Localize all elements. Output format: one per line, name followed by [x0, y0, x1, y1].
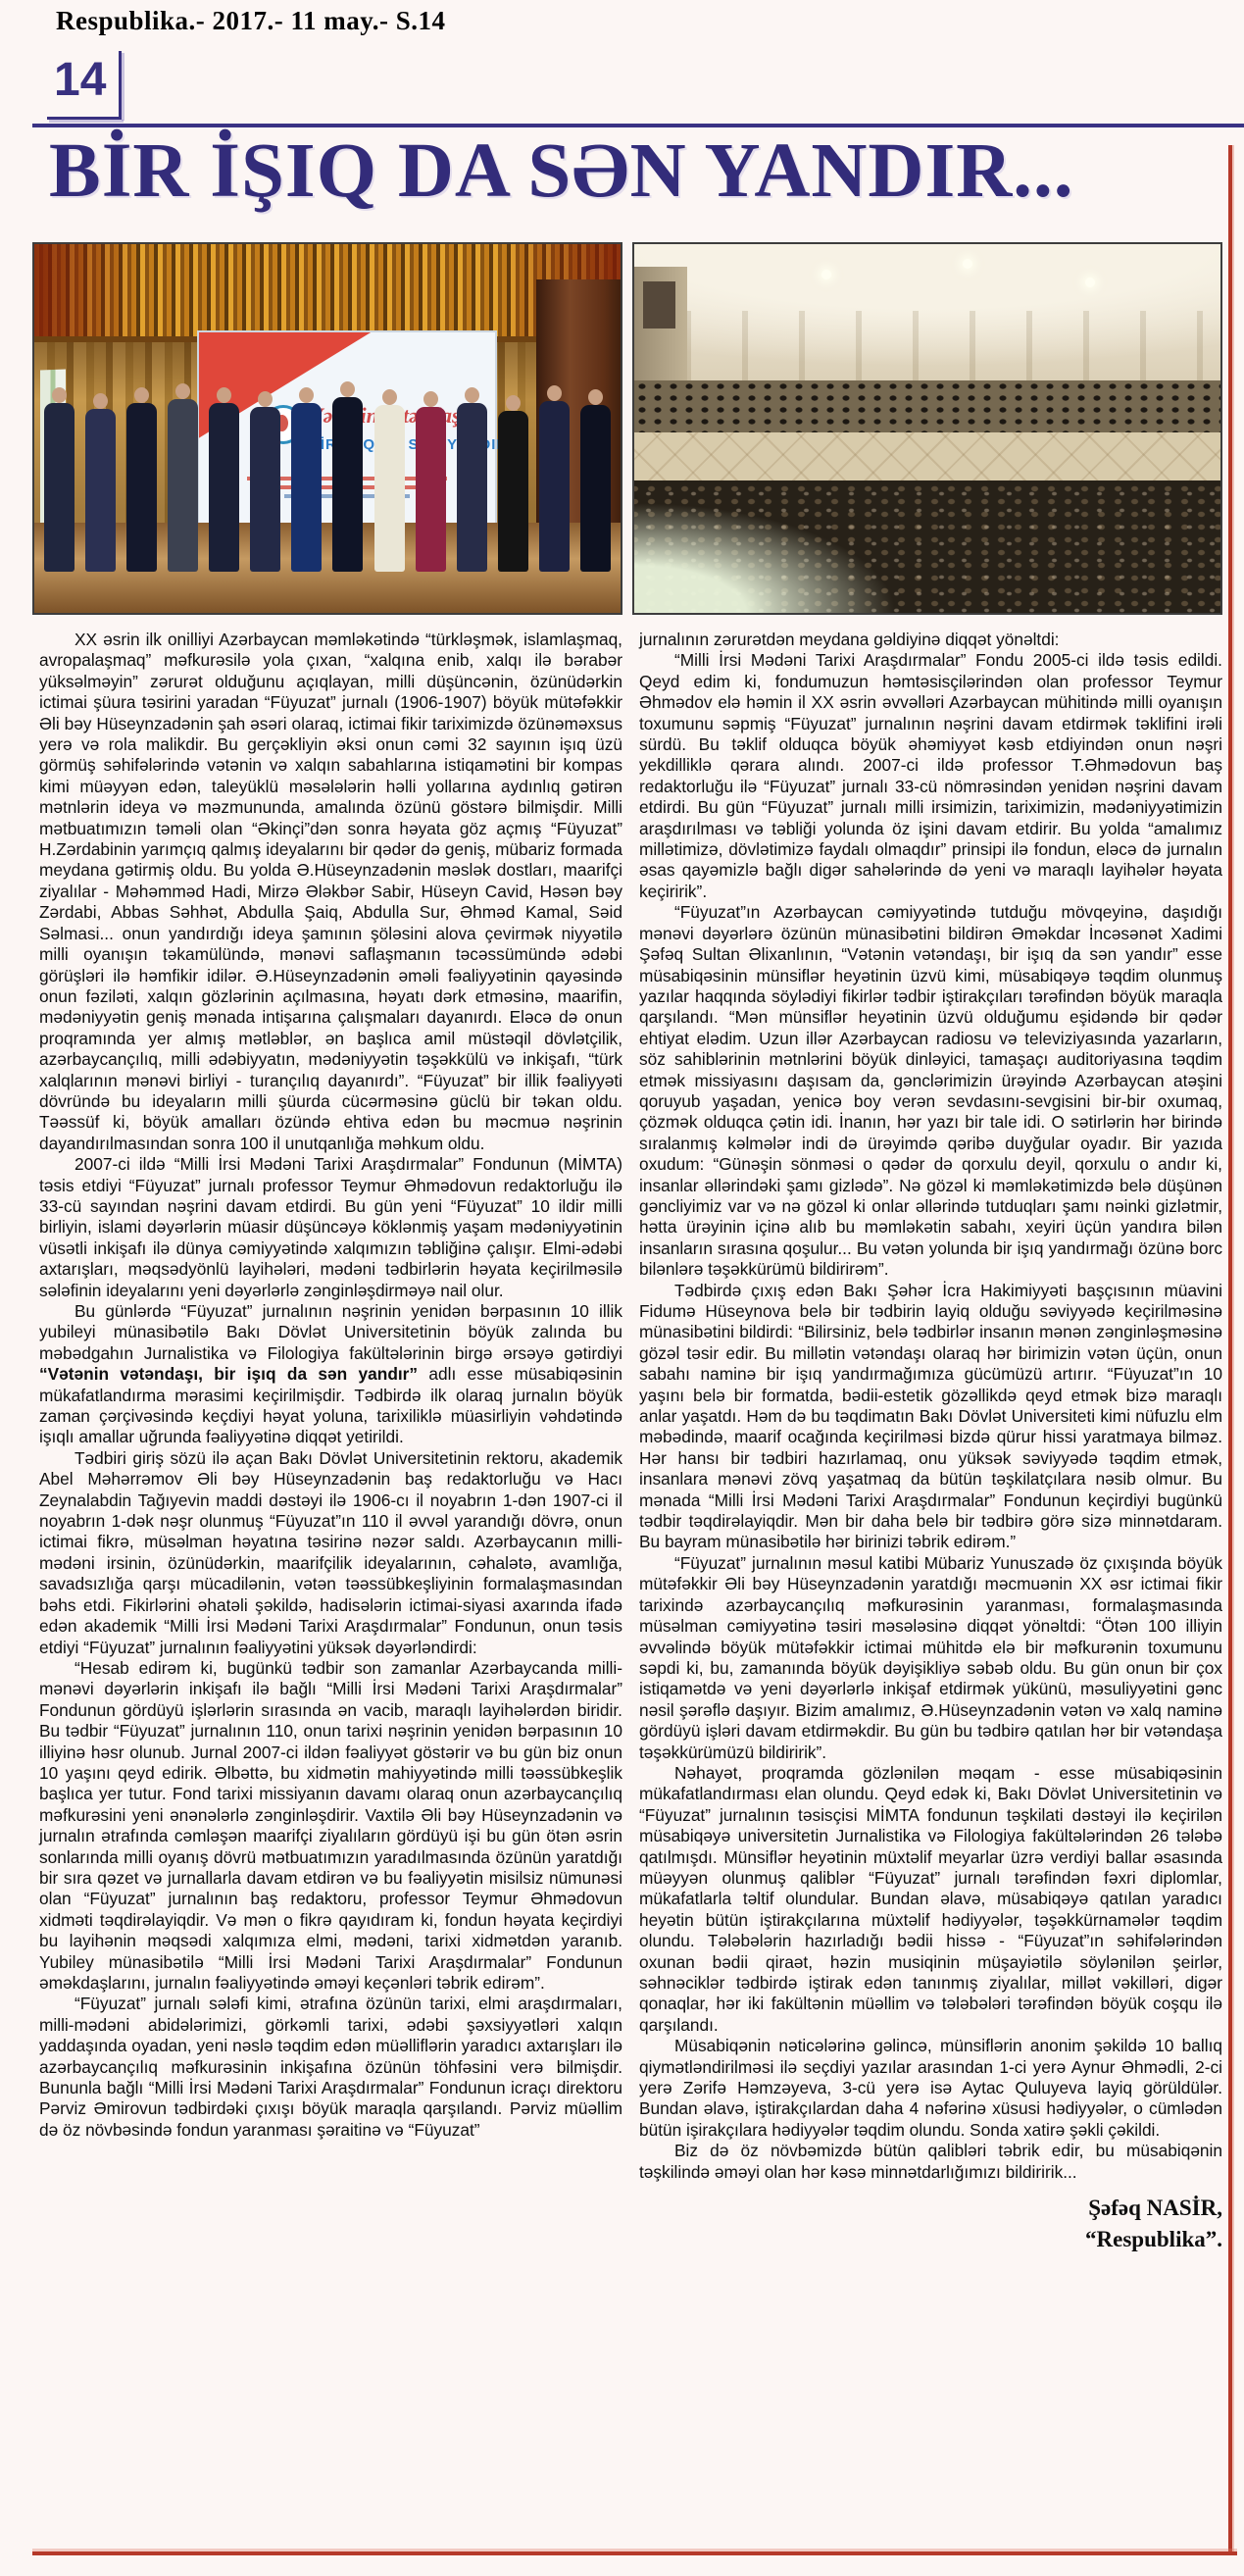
- text-run: “Hesab edirəm ki, bugünkü tədbir son zamanlar Azərbaycanda milli-mənəvi dəyərlərin inkişafı ilə bağlı “Milli İrsi Mədəni Tarixi Araşdırmalar” Fondunun gördüyü işlərlərin sırasında ən vacib, maraqlı layihələrdən biridir. Bu tədbir “Füyuzat” jurnalının 110, onun tarixi nəşrinin yenidən bərpasının 10 illiyinə həsr olunub. Jurnal 2007-ci ildən fəaliyyət göstərir və bu gün biz onun 10 yaşını qeyd edirik. Əlbəttə, bu xidmətin mahiyyətində milli təəssübkeşlik başlıca yer tutur. Fond tarixi missiyanın davamı olaraq onun azərbaycançılıq məfkurəsini yeni ənənələrlə zənginləşdirir. Vaxtilə Əli bəy Hüseynzadənin və jurnalın ətrafında cəmləşən maarifçi ziyalıların gördüyü işi bu gün ötən əsrin sonlarında milli oyanış dövrü mətbuatımızın yaradılmasında özünün yaratdığı bir sıra qəzet və jurnallarla davam etdirən və bu fəaliyyətin misilsiz nümunəsi olan “Füyuzat” jurnalının baş redaktoru, professor Teymur Əhmədovun xidməti təqdirəlayiqdir. Və mən o fikrə qayıdıram ki, fondun həyata keçirdiyi bu layihənin məqsədi xalqımıza elmi, mədəni, tarixi xidmətdən yaranıb. Yubiley münasibətilə “Milli İrsi Mədəni Tarixi Araşdırmalar” Fondunun əməkdaşlarını, jurnalın fəaliyyətində əməyi keçənləri təbrik edirəm”.: [39, 1657, 622, 1993]
- paragraph: [39, 1154, 622, 1301]
- balcony-audience: [634, 380, 1220, 440]
- signature-author: Şəfəq NASİR,: [1088, 2196, 1222, 2221]
- text-run: Tədbirdə çıxış edən Bakı Şəhər İcra Hakimiyyəti başçısının müavini Fidumə Hüseynova belə bir tədbirin layiq olduğu səviyyədə keçirilməsinə münasibətini bildirdi: “Bilirsiniz, belə tədbirlər insanın mənən zənginləşməsinə gözəl təsir edir. Bu millətin vətəndaşı olaraq hər birimizin vətən üçün, onun sabahı naminə bir işıq yandırmağımıza gücümüzü artırır. “Füyuzat”ın 10 yaşını belə bir formatda, bədii-estetik gözəllikdə qeyd etmək bizə maraqlı anlar yaşatdı. Həm də bu təqdimatın Bakı Dövlət Universiteti kimi nüfuzlu elm məbədində, maarif ocağında keçirilməsi bizdə qürur hissi yaratmaya bilməz. Hər hansı bir tədbiri hazırlamaq, onu yüksək səviyyədə təqdim etmək, insanlara mənəvi zövq yaşatmaq da bütün təşkilatçılara nəsib olmur. Bu mənada “Milli İrsi Mədəni Tarixi Araşdırmalar” Fondunun keçirdiyi bugünkü tədbir təqdirəlayiqdir. Mən bir daha belə bir tədbirə görə sizə minnətdaram. Bu bayram münasibətilə hər birinizi təbrik edirəm.”: [639, 1280, 1222, 1552]
- paragraph: [39, 630, 622, 1154]
- right-border-rule: [1228, 145, 1232, 2555]
- paragraph: [639, 1553, 1222, 1763]
- paragraph: [39, 1301, 622, 1448]
- person-silhouette: [85, 409, 116, 572]
- signature-block: [639, 2193, 1222, 2255]
- page-number-corner-vline: [119, 51, 122, 119]
- text-run: Biz də öz növbəmizdə bütün qalibləri təbrik edir, bu müsabiqənin təşkilində əməyi olan hər kəsə minnətdarlığımızı bildiririk...: [639, 2141, 1222, 2182]
- paragraph: [639, 902, 1222, 1280]
- photo-row: [32, 242, 1222, 615]
- person-silhouette: [416, 407, 446, 572]
- person-silhouette: [168, 399, 198, 572]
- person-silhouette: [332, 397, 363, 572]
- person-silhouette: [126, 403, 157, 572]
- paragraph: [39, 1658, 622, 1995]
- paragraph: [639, 2036, 1222, 2141]
- page-number-corner-hline: [47, 117, 122, 120]
- article-body: [39, 630, 1222, 2255]
- paragraph: [39, 1994, 622, 2141]
- text-run: Tədbiri giriş sözü ilə açan Bakı Dövlət Universitetinin rektoru, akademik Abel Məhərrəmov Əli bəy Hüseynzadənin baş redaktorluğu və Hacı Zeynalabdin Tağıyevin maddi dəstəyi ilə 1906-cı il noyabrın 1-dən 1907-ci il noyabrın 1-dək nəşr olunmuş “Füyuzat”ın 110 il əvvəl yarandığı dövrə, onun ictimai fikrə, müsəlman həyatına təsirinə nəzər saldı. Azərbaycanın milli-mədəni irsinin, özünüdərkin, maarifçilik ideyalarının, cəhalətə, avamlığa, savadsızlığa qarşı mücadilənin, vətən təəssübkeşliyinin formalaşmasından bəhs etdi. Fikirlərini əhatəli şəkildə, hadisələrin ictimai-siyasi axarında ifadə edən akademik “Milli İrsi Mədəni Tarixi Araşdırmalar” Fondunun, onun təsis etdiyi “Füyuzat” jurnalının fəaliyyətini yüksək dəyərləndirdi:: [39, 1447, 622, 1657]
- stage-group-photo: [32, 242, 622, 615]
- banner-title-line: BİR: [309, 436, 337, 453]
- dateline: Respublika.- 2017.- 11 may.- S.14: [56, 6, 446, 35]
- paragraph: [639, 650, 1222, 902]
- bold-phrase: “Vətənin vətəndaşı, bir işıq da sən yandır”: [39, 1364, 419, 1385]
- signature-source: “Respublika”.: [1085, 2227, 1222, 2252]
- article-column-right: [639, 630, 1222, 2255]
- curtain-valance: [34, 244, 621, 342]
- text-run: 2007-ci ildə “Milli İrsi Mədəni Tarixi Araşdırmalar” Fondunun (MİMTA) təsis etdiyi “Füyuzat” jurnalı professor Teymur Əhmədovun redaktorluğu ilə 33-cü sayından nəşrini davam etdirdi. Bu gün yeni “Füyuzat” 10 ildir milli birliyin, islami dəyərlərin müasir düşüncəyə köklənmiş yaşam mədəniyyətinin vüsətli inkişafı ilə dünya cəmiyyətində xalqımızın təbliğinə çalışır. Elmi-ədəbi axtarışları, məqsədyönlü layihələri, mədəni tədbirlərin həyata keçirilməsilə sələfinin ideyalarını yeni dəyərlərlə zənginləşdirməyə nail olur.: [39, 1154, 622, 1300]
- control-booth-window: [643, 281, 675, 329]
- text-run: XX əsrin ilk onilliyi Azərbaycan məmləkətində “türkləşmək, islamlaşmaq, avropalaşmaq” məfkurəsilə yola çıxan, “xalqına enib, xalqı ilə bərabər yüksəlməyin” zərurət olduğunu açıqlayan, milli düşüncənin, özünüdərkin ictimai şüura təsirini yaradan “Füyuzat” jurnalı (1906-1907) böyük mütəfəkkir Əli bəy Hüseynzadənin şah əsəri olaraq, ictimai fikir tariximizdə özünəməxsus yerə və rola malikdir. Bu gerçəkliyin əksi onun cəmi 32 sayının işıq üzü görmüş səhifələrində vətənin və xalqın sabahlarına istiqamətini bir kompas kimi müəyyən edən, taleyüklü məsələlərin həlli yollarına aydınlıq gətirən mətnlərin ideya və məzmununda, amalında özünü göstərə bilmişdir. Milli mətbuatımızın təməli olan “Əkinçi”dən sonra həyata göz açmış “Füyuzat” H.Zərdabinin yarımçıq qalmış ideyalarını bir qədər də geniş, mübariz formada meydana gətirmiş oldu. Bu yolda Ə.Hüseynzadənin məslək dostları, maarifçi ziyalılar - Məhəmməd Hadi, Mirzə Ələkbər Sabir, Hüseyn Cavid, Həsən bəy Zərdabi, Abbas Səhhət, Abdulla Şaiq, Abdulla Sur, Əhməd Kamal, Səid Səlmasi... onun yandırdığı ideya şamının şöləsini alova çevirmək niyyətilə milli oyanışın təkamülündə, mənəvi saflaşmanın təcəssümündə ədəbi görüşləri ilə həmfikir idilər. Ə.Hüseynzadənin əməli fəaliyyətinin qayəsində onun fəziləti, xalqın gözlərinin açılmasına, həyatı dərk etməsinə, maarifin, mədəniyyətin geniş mənada intişarına çalışmaları dayanırdı. Eləcə də onun proqramında yer almış mətləblər, ən başlıca amil müstəqil dövlətçilik, azərbaycançılıq, milli ədəbiyyatın, mədəniyyətin təşəkkülü və inkişafı, “türk xalqlarının mənəvi birliyi - turançılıq dayanırdı”. “Füyuzat” bir illik fəaliyyəti dövründə bu ideyaların milli şüurda cücərməsinə güclü bir təkan oldu. Təəssüf ki, böyük amalları özündə ehtiva edən bu məcmuə nəşrinin dayandırılmasından sonra 100 il unutqanlığa məhkum oldu.: [39, 630, 622, 1153]
- text-run: “Milli İrsi Mədəni Tarixi Araşdırmalar” Fondu 2005-ci ildə təsis edildi. Qeyd edim ki, fondumuzun həmtəsisçilərindən olan professor Teymur Əhmədov elə həmin il XX əsrin əvvəlləri Azərbaycan mühitində milli oyanışın toxumunu səpmiş “Füyuzat” jurnalının nəşrini davam etdirmək təklifini irəli sürdü. Bu təklif olduqca böyük əhəmiyyət kəsb etdiyindən onun nəşri yekdilliklə qərara alındı. 2007-ci ildə professor T.Əhmədovun baş redaktorluğu ilə “Füyuzat” jurnalı 33-cü nömrəsindən yenidən nəşrini davam etdirdi. Bu gün “Füyuzat” jurnalı milli irsimizin, tariximizin, mədəniyyətimizin araşdırılması və təbliği yolunda öz işini davam etdirir. Bu yolda “amalımız millətimizə, dövlətimizə faydalı olmaqdır” prinsipi ilə fondun, eləcə də jurnalın əsas qayəmizlə bağlı digər sahələrində də yeni və maraqlı layihələr həyata keçiririk”.: [639, 650, 1222, 901]
- group-of-people: [44, 383, 611, 572]
- paragraph: [639, 2141, 1222, 2183]
- text-run: Müsabiqənin nəticələrinə gəlincə, münsiflərin anonim şəkildə 10 ballıq qiymətləndirilməsi ilə seçdiyi yazılar arasından 1-ci yerə Aynur Əhmədli, 2-ci yerə Zərifə Həmzəyeva, 3-cü yerə isə Aytac Quluyeva layiq görüldülər. Bundan əlavə, iştirakçılardan daha 4 nəfərinə xüsusi hədiyyələr, o cümlədən bütün işirakçılara hədiyyələr təqdim olundu. Sonda xatirə şəkli çəkildi.: [639, 2036, 1222, 2140]
- stage-light-glow: [634, 502, 898, 613]
- text-run: Bu günlərdə “Füyuzat” jurnalının nəşrinin yenidən bərpasının 10 illik yubileyi münasibətilə Bakı Dövlət Universitetinin böyük zalında bu məbədgahın Jurnalistika və Filologiya fakültələrinin birgə ərsəyə gətirdiyi: [39, 1301, 622, 1363]
- bottom-border-rule: [32, 2551, 1237, 2555]
- text-run: jurnalının zərurətdən meydana gəldiyinə diqqət yönəltdi:: [639, 630, 1060, 649]
- paragraph: [639, 1763, 1222, 2036]
- text-run: “Füyuzat” jurnalının məsul katibi Mübariz Yunuszadə öz çıxışında böyük mütəfəkkir Əli bəy Hüseynzadənin yaratdığı məcmuənin XX əsr ictimai fikir tarixində azərbaycançılıq məfkurəsinin yaranması, formalaşmasında müsəlman cəmiyyətinə təsiri məsələsinə diqqət yönəltdi: “Ötən 100 illiyin əvvəlində böyük mütəfəkkir ictimai mühitdə elə bir məfkurənin toxumunu səpdi ki, bu, zamanında böyük dəyişikliyə səbəb oldu. Bu gün onun bir çox istiqamətdə və yeni dəyərlərlə inkişaf etdirmək yükünü, məsuliyyətini gənc nəsil şərəflə daşıyır. Bizim amalımız, Ə.Hüseynzadənin vətən və xalq naminə gördüyü işləri davam etdirməkdir. Bu gün bu tədbirə qatılan hər bir vətəndaşa təşəkkürümüzü bildiririk”.: [639, 1552, 1222, 1762]
- text-run: “Füyuzat” jurnalı sələfi kimi, ətrafına özünün tarixi, elmi araşdırmaları, milli-mədəni abidələrimizi, görkəmli tarixi, ədəbi şəxsiyyətləri xalqın yaddaşında oyadan, yeni nəslə təqdim edən müəlliflərin yaradıcı axtarışları ilə azərbaycançılıq məfkurəsinin inkişafına özünün töhfəsini verə bilmişdir. Bununla bağlı “Milli İrsi Mədəni Tarixi Araşdırmalar” Fondunun icraçı direktoru Pərviz Əmirovun tədbirdəki çıxışı böyük maraqla qarşılandı. Pərviz müəllim də öz növbəsində fondun yaranması şəraitinə və “Füyuzat”: [39, 1994, 622, 2140]
- paragraph: [639, 630, 1222, 650]
- person-silhouette: [44, 403, 75, 572]
- text-run: adlı esse müsabiqəsinin mükafatlandırma mərasimi keçirilmişdir. Tədbirdə ilk olaraq jurnalın böyük zaman çərçivəsində keçdiyi həyat yoluna, tarixiliklə müasirliyin vəhdətində işıqlı amallar uğrunda fəaliyyətinə diqqət yetirildi.: [39, 1364, 622, 1447]
- paragraph: [639, 1281, 1222, 1553]
- person-silhouette: [209, 403, 239, 572]
- page-title: BİR İŞIQ DA SƏN YANDIR...: [49, 128, 1074, 214]
- ceiling-lamp-icon: [963, 259, 972, 269]
- person-silhouette: [291, 403, 322, 572]
- person-silhouette: [250, 407, 280, 572]
- person-silhouette: [374, 405, 405, 572]
- article-column-left: [39, 630, 622, 2255]
- person-silhouette: [498, 411, 528, 572]
- paragraph: [39, 1448, 622, 1658]
- auditorium-audience-photo: [632, 242, 1222, 615]
- text-run: Nəhayət, proqramda gözlənilən məqam - esse müsabiqəsinin mükafatlandırması elan olundu. Qeyd edək ki, Bakı Dövlət Universitetinin və “Füyuzat” jurnalının təsisçisi MİMTA fondunun təşkilati dəstəyi ilə keçirilən müsabiqəyə universitetin Jurnalistika və Filologiya fakültələrindən 26 tələbə qatılmışdı. Münsiflər heyətinin müxtəlif meyarlar üzrə verdiyi ballar əsasında müəyyən olunmuş qaliblər “Füyuzat” jurnalı tərəfindən fəxri diplomlar, mükafatlarla təltif olundular. Bundan əlavə, müsabiqəyə qatılan yaradıcı heyətin bütün iştirakçılarına müxtəlif hədiyyələr, təşəkkürnamələr təqdim olundu. Tələbələrin hazırladığı bədii hissə - “Füyuzat”ın səhifələrindən oxunan bədii qiraət, həzin musiqinin müşayiətilə söylənilən şeirlər, səhnəciklər tədbirdə iştirak edən tanınmış ziyalılar, millət vəkilləri, digər qonaqlar, hər iki fakültənin müəllim və tələbələri tərəfindən böyük coşqu ilə qarşılandı.: [639, 1762, 1222, 2035]
- person-silhouette: [457, 403, 487, 572]
- text-run: “Füyuzat”ın Azərbaycan cəmiyyətində tutduğu mövqeyinə, daşıdığı mənəvi dəyərlərə özünün münasibətini bildirən Əməkdar İncəsənət Xadimi Şəfəq Sultan Əlixanlının, “Vətənin vətəndaşı, bir işıq da sən yandır” esse müsabiqəsinin münsiflər heyətinin üzvü kimi, müsabiqəyə təqdim olunmuş yazılar haqqında söylədiyi fikirlər tədbir iştirakçıları tərəfindən böyük maraqla qarşılandı. “Mən münsiflər heyətinin üzvü olduğumu eşidəndə bir qədər ehtiyat elədim. Uzun illər Azərbaycan radiosu və televiziyasında yazarların, söz sahiblərinin mətnlərini böyük dinləyici, tamaşaçı auditoriyasına təqdim etmək missiyasını daşısam da, gənclərimizin ürəyində Azərbaycan atəşini qoruyub yaşadan, yenicə boy verən sevdasını-sevgisini bir-bir oxumaq, çözmək olduqca çətin idi. İnanın, hər yazı bir tale idi. O sətirlərin hər birində sıralanmış kəlmələr indi də ürəyimdə qəribə duyğular oyadır. Bir yazıda oxudum: “Günəşin sönməsi o qədər də qorxulu deyil, qorxulu o andır ki, insanlar əllərindəki şamı gizlədə”. Nə gözəl ki məmləkətimizdə belə düşünən gəncliyimiz var və nə gözəl ki onlar əllərində tutduqları şamı nəinki gizlətmir, hətta ürəyinin içinə alıb bu məmləkətin sabahı, xeyiri üçün yandıra bilən insanların sırasına qoşulur... Bu vətən yolunda bir işıq yandırmağı özünə borc bilənlərə təşəkkürümü bildirirəm”.: [639, 902, 1222, 1280]
- page-number: 14: [54, 54, 107, 106]
- person-silhouette: [539, 401, 570, 572]
- person-silhouette: [580, 405, 611, 572]
